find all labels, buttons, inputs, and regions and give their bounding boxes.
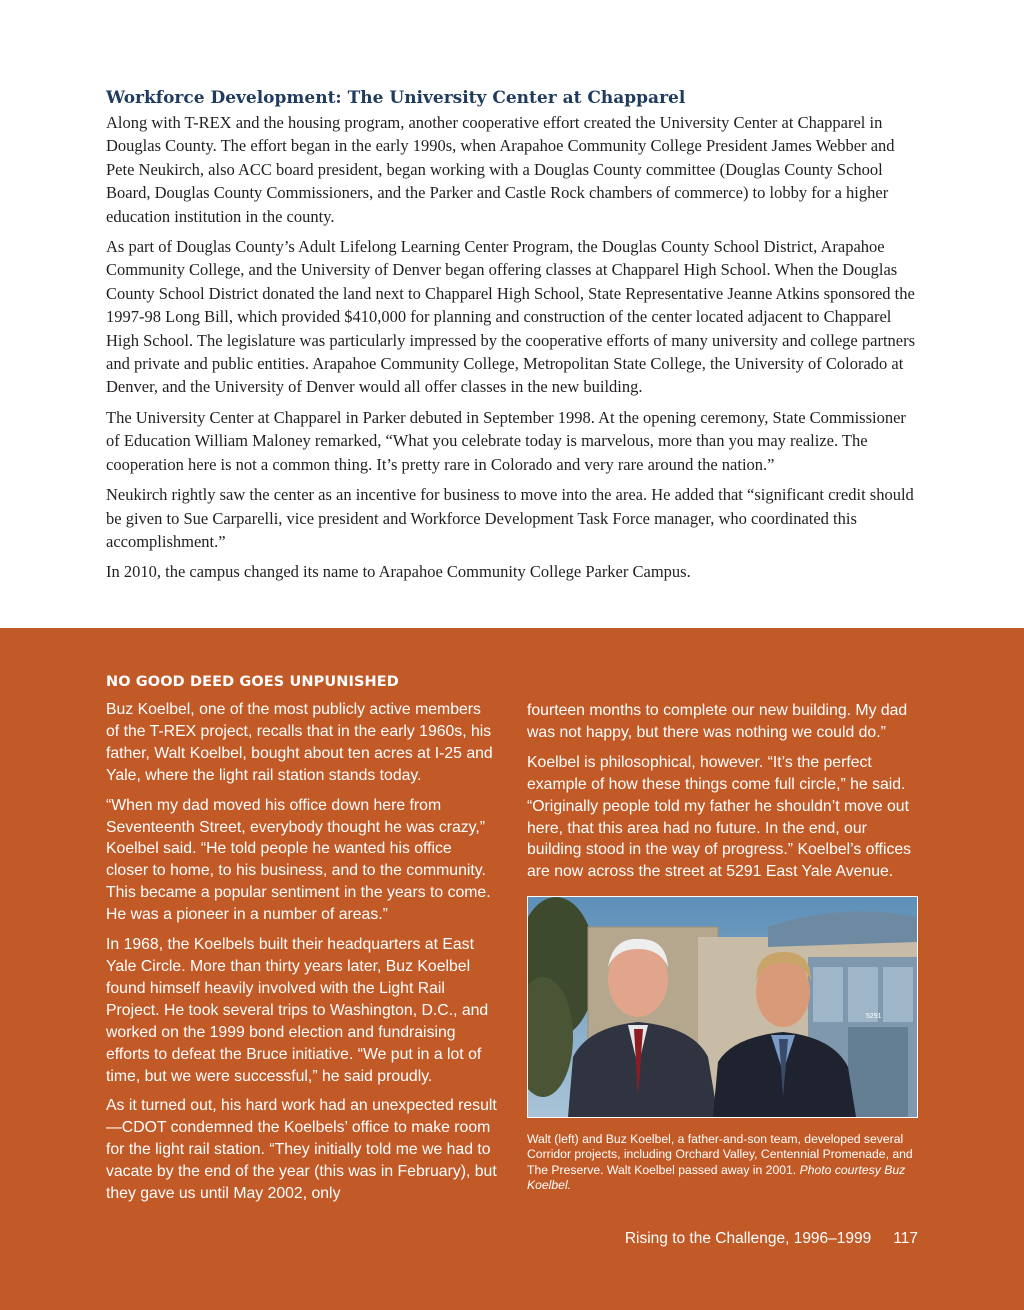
- sidebar-paragraph: fourteen months to complete our new building. My dad was not happy, but there was nothing we could do.”: [527, 702, 908, 741]
- sidebar-paragraph: “When my dad moved his office down here from Seventeenth Street, everybody thought he was crazy,” Koelbel said. “He told people he wanted his office closer to home, to his business, and to the community. This became a popular sentiment in the years to come. He was a pioneer in a number of areas.”: [106, 796, 491, 924]
- koelbel-photo: [527, 896, 918, 1118]
- caption-text: Walt (left) and Buz Koelbel, a father-and-son team, developed several Corridor projects, including Orchard Valley, Centennial Promenade, and The Preserve. Walt Koelbel passed away in 2001.: [527, 1132, 913, 1177]
- sidebar-paragraph: Koelbel is philosophical, however. “It’s the perfect example of how these things come full circle,” he said. “Originally people told my father he shouldn’t move out here, that this area had no future. In the end, our building stood in the way of progress.” Koelbel’s offices are now across the street at 5291 East Yale Avenue.: [527, 753, 912, 881]
- running-title: Rising to the Challenge, 1996–1999: [624, 1230, 872, 1247]
- article-paragraph: As part of Douglas County’s Adult Lifelong Learning Center Program, the Douglas County School District, Arapahoe Community College, and the University of Denver began offering classes at Chapparel High School. When the Douglas County School District donated the land next to Chapparel High School, State Representative Jeanne Atkins sponsored the 1997-98 Long Bill, which provided $410,000 for planning and construction of the center located adjacent to Chapparel High School. The legislature was particularly impressed by the cooperative efforts of many university and college partners and private and public entities. Arapahoe Community College, Metropolitan State College, the University of Colorado at Denver, and the University of Denver would all offer classes in the new building.: [106, 237, 916, 397]
- sidebar-paragraph: Buz Koelbel, one of the most publicly active members of the T-REX project, recalls that in the early 1960s, his father, Walt Koelbel, bought about ten acres at I-25 and Yale, where the light rail station stands today.: [106, 701, 493, 784]
- article-paragraph: Neukirch rightly saw the center as an incentive for business to move into the area. He added that “significant credit should be given to Sue Carparelli, vice president and Workforce Development Task Force manager, who coordinated this accomplishment.”: [106, 485, 914, 551]
- article-body: [106, 86, 918, 591]
- page-number: 117: [893, 1230, 918, 1247]
- sidebar-paragraph: As it turned out, his hard work had an unexpected result—CDOT condemned the Koelbels’ office to make room for the light rail station. “They initially told me we had to vacate by the end of the year (this was in February), but they gave us until May 2002, only: [106, 1097, 497, 1203]
- section-heading: Workforce Development: The University Center at Chapparel: [106, 88, 686, 108]
- photo-credit: Photo courtesy Buz Koelbel.: [527, 1162, 906, 1192]
- sidebar-right-column: [527, 700, 919, 891]
- sidebar-box: [0, 628, 1024, 1310]
- building-number: 5291: [866, 1013, 882, 1020]
- article-paragraph: The University Center at Chapparel in Parker debuted in September 1998. At the opening ceremony, State Commissioner of Education William Maloney remarked, “What you celebrate today is marvelous, more than you may realize. The cooperation here is not a common thing. It’s pretty rare in Colorado and very rare around the nation.”: [106, 407, 906, 474]
- main-article: [0, 0, 1024, 628]
- article-paragraph: In 2010, the campus changed its name to Arapahoe Community College Parker Campus.: [106, 562, 691, 582]
- article-paragraph: Along with T-REX and the housing program, another cooperative effort created the University Center at Chapparel in Douglas County. The effort began in the early 1990s, when Arapahoe Community College President James Webber and Pete Neukirch, also ACC board president, began working with a Douglas County committee (Douglas County School Board, Douglas County Commissioners, and the Parker and Castle Rock chambers of commerce) to lobby for a higher education institution in the county.: [106, 113, 895, 226]
- sidebar-paragraph: In 1968, the Koelbels built their headquarters at East Yale Circle. More than thirty years later, Buz Koelbel found himself heavily involved with the Light Rail Project. He took several trips to Washington, D.C., and worked on the 1999 bond election and fundraising efforts to defeat the Bruce initiative. “We put in a lot of time, but we were successful,” he said proudly.: [106, 936, 489, 1085]
- sidebar-heading: NO GOOD DEED GOES UNPUNISHED: [106, 674, 399, 690]
- sidebar-left-column: [106, 672, 498, 1213]
- page-footer: [625, 1230, 918, 1248]
- photo-caption: [527, 1132, 919, 1193]
